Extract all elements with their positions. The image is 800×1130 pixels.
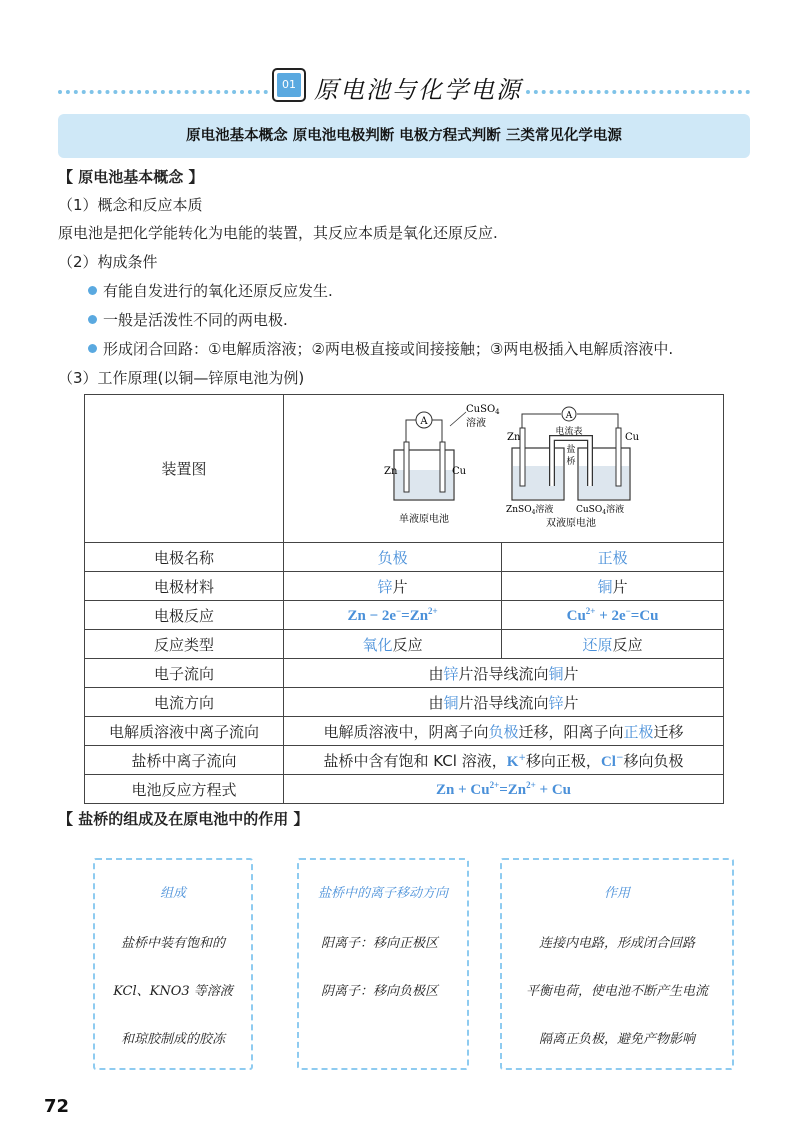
card-title: 作用 — [603, 886, 630, 901]
subheading-principle: （3）工作原理(以铜—锌原电池为例) — [58, 369, 305, 387]
salt-bridge-label-2: 桥 — [565, 456, 576, 467]
positive-electrode: 正极 — [502, 543, 724, 572]
card-line: 连接内电路，形成闭合回路 — [538, 936, 695, 951]
cell-diagrams — [354, 398, 654, 540]
ion-flow-value: 电解质溶液中，阴离子向负极迁移，阳离子向正极迁移 — [284, 717, 724, 746]
negative-electrode: 负极 — [284, 543, 502, 572]
card-line: 平衡电荷，使电池不断产生电流 — [525, 984, 708, 999]
salt-bridge-flow-label: 盐桥中离子流向 — [85, 746, 284, 775]
composition-card — [93, 858, 253, 1070]
electrode-name-label: 电极名称 — [85, 543, 284, 572]
bullet-item: 形成闭合回路：①电解质溶液；②两电极直接或间接接触；③两电极插入电解质溶液中. — [88, 338, 673, 359]
page-number: 72 — [44, 1096, 70, 1117]
table-row — [85, 543, 724, 572]
ion-direction-card — [297, 858, 469, 1070]
title-box — [272, 66, 524, 106]
negative-reaction-type: 氧化反应 — [284, 630, 502, 659]
bullet-item: 一般是活泼性不同的两电极. — [88, 309, 288, 330]
subheading-conditions: （2）构成条件 — [58, 253, 158, 271]
electrode-material-label: 电极材料 — [85, 572, 284, 601]
card-line: KCl、KNO3 等溶液 — [113, 984, 233, 999]
card-line: 盐桥中装有饱和的 — [120, 936, 225, 951]
reaction-type-label: 反应类型 — [85, 630, 284, 659]
electron-flow-label: 电子流向 — [85, 659, 284, 688]
card-line: 阳离子：移向正极区 — [321, 936, 439, 951]
total-reaction-value: $Zn + Cu^{2+}=Zn^{2+} + Cu$ — [284, 775, 724, 804]
ion-flow-label: 电解质溶液中离子流向 — [85, 717, 284, 746]
table-row — [85, 572, 724, 601]
double-liquid-cell-diagram — [506, 407, 640, 529]
znso4-label: ZnSO$_4$溶液 — [505, 504, 553, 516]
topic-banner: 原电池基本概念 原电池电极判断 电极方程式判断 三类常见化学电源 — [58, 114, 750, 158]
chapter-number-badge — [272, 68, 306, 102]
salt-bridge-flow-value: 盐桥中含有饱和 KCl 溶液，K+移向正极，Cl−移向负极 — [284, 746, 724, 775]
solution-label: CuSO$_4$ — [465, 403, 500, 416]
salt-bridge-label: 盐 — [565, 444, 576, 455]
header-dots-left — [58, 90, 268, 94]
cu-electrode-label: Cu — [451, 465, 466, 477]
electrode-reaction-label: 电极反应 — [85, 601, 284, 630]
device-label: 装置图 — [85, 395, 284, 543]
negative-reaction: $Zn - 2e^-=Zn^{2+}$ — [284, 601, 502, 630]
subheading-concept: （1）概念和反应本质 — [58, 196, 203, 214]
principle-table — [84, 394, 724, 804]
section-heading-salt-bridge: 【 盐桥的组成及在原电池中的作用 】 — [58, 810, 309, 828]
card-line: 隔离正负极，避免产物影响 — [538, 1032, 695, 1047]
negative-material: 锌片 — [284, 572, 502, 601]
table-row — [85, 746, 724, 775]
card-line: 阴离子：移向负极区 — [321, 984, 439, 999]
positive-reaction-type: 还原反应 — [502, 630, 724, 659]
current-direction-value: 由铜片沿导线流向锌片 — [284, 688, 724, 717]
single-liquid-cell-diagram — [384, 404, 500, 525]
table-row — [85, 688, 724, 717]
table-row — [85, 775, 724, 804]
current-direction-label: 电流方向 — [85, 688, 284, 717]
chapter-number: 01 — [277, 73, 301, 97]
zn-electrode-label: Zn — [383, 465, 397, 477]
table-row — [85, 395, 724, 543]
card-title: 盐桥中的离子移动方向 — [317, 886, 448, 901]
positive-material: 铜片 — [502, 572, 724, 601]
cuso4-label: CuSO$_4$溶液 — [575, 504, 624, 516]
chapter-title: 原电池与化学电源 — [314, 76, 522, 104]
cu-electrode-label-2: Cu — [624, 431, 639, 443]
table-row — [85, 601, 724, 630]
device-diagram-cell — [284, 395, 724, 543]
solution-label-2: 溶液 — [465, 417, 486, 429]
bullet-item: 有能自发进行的氧化还原反应发生. — [88, 280, 333, 301]
header-dots-right — [526, 90, 750, 94]
function-card — [500, 858, 734, 1070]
ammeter-caption: 电流表 — [554, 426, 583, 437]
positive-reaction: $Cu^{2+} + 2e^-=Cu$ — [502, 601, 724, 630]
double-cell-caption: 双液原电池 — [545, 517, 596, 529]
ammeter-label-2: A — [565, 410, 572, 421]
card-title: 组成 — [159, 886, 186, 901]
concept-text: 原电池是把化学能转化为电能的装置，其反应本质是氧化还原反应. — [58, 224, 498, 242]
card-line: 和琼胶制成的胶冻 — [120, 1032, 225, 1047]
section-heading-basics: 【 原电池基本概念 】 — [58, 168, 204, 186]
table-row — [85, 630, 724, 659]
chapter-header — [58, 66, 750, 106]
zn-electrode-label-2: Zn — [506, 431, 520, 443]
table-row — [85, 659, 724, 688]
ammeter-label: A — [419, 415, 428, 427]
electron-flow-value: 由锌片沿导线流向铜片 — [284, 659, 724, 688]
table-row — [85, 717, 724, 746]
single-cell-caption: 单液原电池 — [398, 513, 449, 525]
total-reaction-label: 电池反应方程式 — [85, 775, 284, 804]
